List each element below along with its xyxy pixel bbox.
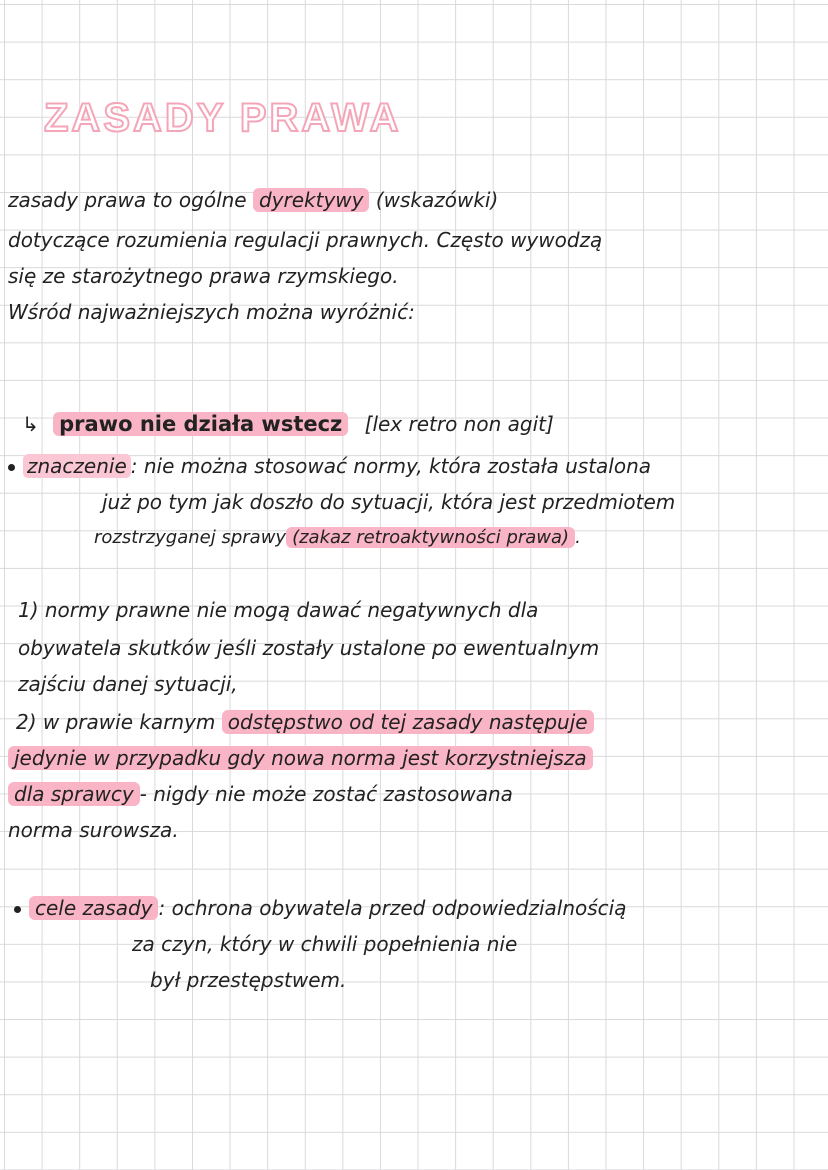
- section-heading-line: [22, 410, 554, 438]
- highlight-retroactivity: (zakaz retroaktywności prawa): [286, 527, 575, 548]
- meaning-line-1: [8, 452, 651, 480]
- intro-text: (wskazówki): [375, 188, 499, 212]
- meaning-text: : nie można stosować normy, która została ustalona: [130, 454, 652, 478]
- meaning-line-3: [94, 524, 581, 552]
- meaning-label: znaczenie: [23, 454, 131, 478]
- goal-text: : ochrona obywatela przed odpowiedzialnością: [158, 896, 627, 920]
- highlight-dyrektywy: dyrektywy: [253, 188, 370, 212]
- latin-maxim: [lex retro non agit]: [364, 412, 554, 436]
- bullet-icon: [14, 906, 21, 913]
- intro-line-3: się ze starożytnego prawa rzymskiego.: [8, 264, 399, 288]
- section-heading: prawo nie działa wstecz: [53, 412, 348, 436]
- intro-line-2: dotyczące rozumienia regulacji prawnych. Często wywodzą: [8, 228, 603, 252]
- goal-label: cele zasady: [29, 896, 158, 920]
- meaning-text: rozstrzyganej sprawy: [94, 527, 287, 548]
- highlight-exception: odstępstwo od tej zasady następuje: [222, 710, 594, 734]
- point-text: 2) w prawie karnym: [16, 710, 216, 734]
- highlight-exception-cont: jedynie w przypadku gdy nowa norma jest korzystniejsza: [8, 746, 593, 770]
- point-1-line-3: zajściu danej sytuacji,: [18, 672, 238, 696]
- intro-line-4: Wśród najważniejszych można wyróżnić:: [8, 300, 415, 324]
- bullet-icon: [8, 464, 15, 471]
- point-2-line-1: [16, 708, 594, 736]
- goal-line-3: był przestępstwem.: [150, 968, 347, 992]
- meaning-text: .: [575, 527, 581, 548]
- meaning-line-2: już po tym jak doszło do sytuacji, która jest przedmiotem: [102, 490, 676, 514]
- point-text: - nigdy nie może zostać zastosowana: [139, 782, 513, 806]
- point-2-line-3: [8, 780, 513, 808]
- point-1-line-1: 1) normy prawne nie mogą dawać negatywnych dla: [18, 598, 539, 622]
- point-2-line-2: [8, 744, 593, 772]
- point-1-line-2: obywatela skutków jeśli zostały ustalone po ewentualnym: [18, 636, 600, 660]
- arrow-icon: ↳: [22, 412, 39, 436]
- intro-line-1: [8, 186, 498, 214]
- intro-text: zasady prawa to ogólne: [8, 188, 247, 212]
- highlight-offender: dla sprawcy: [8, 782, 140, 806]
- page-title: ZASADY PRAWA: [44, 96, 402, 140]
- goal-line-1: [14, 894, 627, 922]
- goal-line-2: za czyn, który w chwili popełnienia nie: [132, 932, 518, 956]
- point-2-line-4: norma surowsza.: [8, 818, 179, 842]
